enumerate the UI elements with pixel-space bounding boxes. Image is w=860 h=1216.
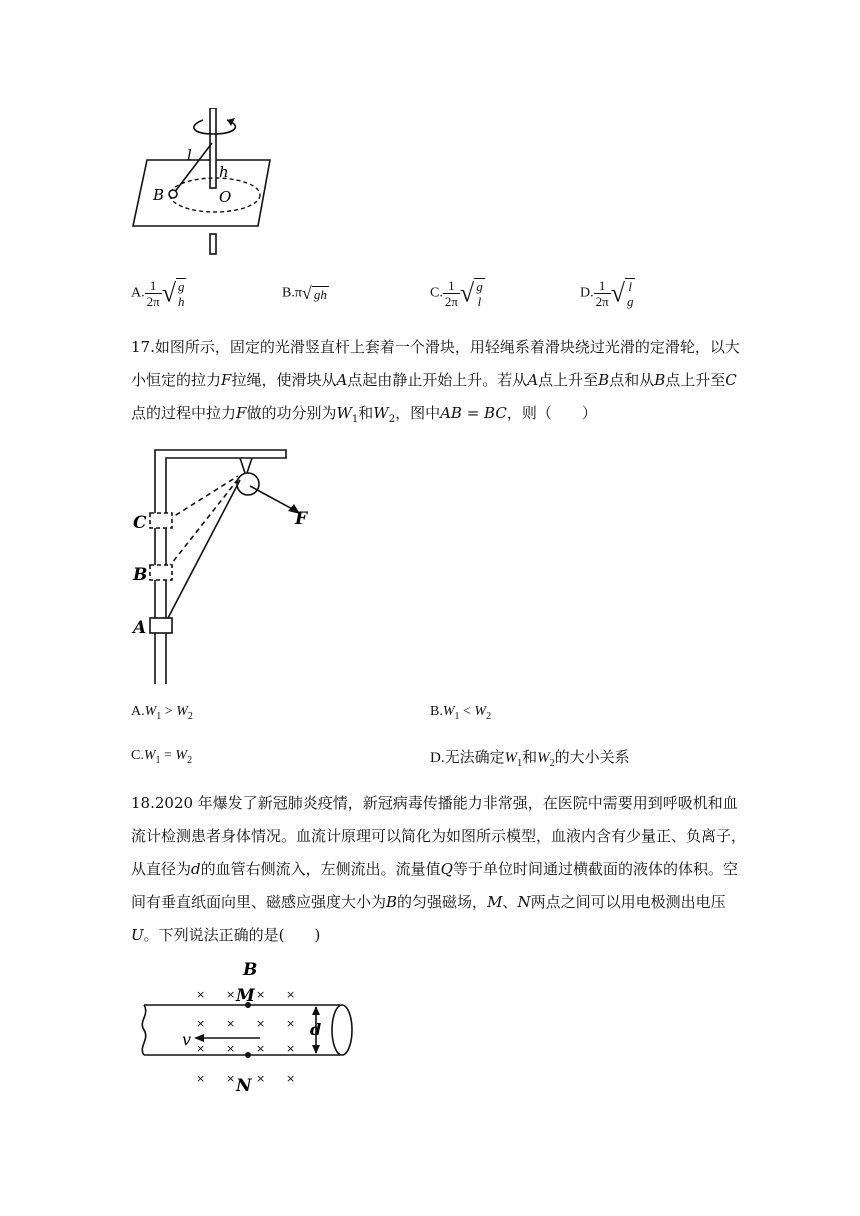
label-B: B bbox=[133, 565, 148, 585]
option-prefix: C. bbox=[430, 285, 443, 301]
symbol-W2: W bbox=[537, 750, 550, 766]
symbol-W1: W bbox=[143, 748, 156, 763]
symbol-W1: W bbox=[504, 750, 518, 766]
label-F: F bbox=[295, 509, 308, 529]
symbol-W2: W bbox=[373, 404, 389, 422]
symbol-W2: W bbox=[175, 748, 188, 763]
q16-option-b[interactable]: B.π√ gh bbox=[282, 283, 327, 303]
option-prefix: A. bbox=[131, 285, 145, 301]
rad-num: g bbox=[177, 279, 185, 294]
q17-question: 17.如图所示，固定的光滑竖直杆上套着一个滑块，用轻绳系着滑块绕过光滑的定滑轮，以大小恒定的拉力F拉绳，使滑块从A点起由静止开始上升。若从A点上升至B点和从B点上升至C点的过程中拉力F做的功分别为$W_1$和$W_2$，图中AB = BC，则（ ） bbox=[131, 338, 740, 425]
question-number: 18. bbox=[131, 794, 155, 812]
q17-option-c[interactable]: $C.W_1 = W_2$ bbox=[131, 748, 193, 766]
symbol-U: U bbox=[131, 926, 144, 944]
operator: < bbox=[459, 704, 475, 719]
pulley bbox=[237, 473, 259, 495]
q18-question bbox=[131, 787, 751, 952]
option-prefix: C. bbox=[131, 748, 144, 763]
option-prefix: A. bbox=[131, 704, 145, 719]
symbol-B: B bbox=[386, 893, 398, 911]
label-C: C bbox=[133, 513, 147, 533]
text: 等于单位时间通过横截面的液体的体积。空间有垂直纸面向里、磁感应强度大小为 bbox=[131, 860, 738, 911]
option-prefix: B. bbox=[282, 285, 295, 301]
symbol-F: F bbox=[221, 371, 232, 389]
rope-dashed-b bbox=[168, 478, 239, 568]
symbol-A: A bbox=[336, 371, 348, 389]
rad-den: h bbox=[177, 294, 185, 309]
cross: × bbox=[196, 988, 206, 1001]
electrode-N bbox=[245, 1052, 251, 1058]
text: 的大小关系 bbox=[554, 750, 630, 766]
label-A: A bbox=[133, 618, 147, 638]
string-l bbox=[174, 143, 212, 193]
text: 如图所示，固定的光滑竖直杆上套着一个滑块，用轻绳系着滑块绕过光滑的定滑轮，以大小恒定的拉力 bbox=[131, 338, 740, 389]
text: 的匀强磁场， bbox=[397, 893, 488, 911]
cross: × bbox=[256, 1017, 266, 1030]
symbol-N: N bbox=[517, 893, 531, 911]
ball-B bbox=[169, 190, 177, 198]
label-d: d bbox=[310, 1020, 322, 1039]
symbol-W1: W bbox=[144, 704, 157, 719]
option-prefix: D.无法确定 bbox=[430, 750, 505, 766]
text: 拉绳，使滑块从 bbox=[231, 371, 337, 389]
cross: × bbox=[226, 1042, 236, 1055]
figure-blood-flow-meter bbox=[130, 955, 370, 1100]
operator: = bbox=[160, 748, 176, 763]
label-B: B bbox=[153, 186, 165, 204]
text: 点和从 bbox=[609, 371, 655, 389]
slider-c bbox=[150, 513, 172, 528]
text: 、 bbox=[502, 893, 518, 911]
symbol-B: B bbox=[598, 371, 610, 389]
cross: × bbox=[196, 1017, 206, 1030]
text: 做的功分别为 bbox=[246, 404, 337, 422]
cross: × bbox=[226, 988, 236, 1001]
symbol-C: C bbox=[725, 371, 737, 389]
operator: > bbox=[161, 704, 177, 719]
q17-option-b[interactable]: $B.W_1 < W_2$ bbox=[430, 704, 492, 722]
cross: × bbox=[256, 1042, 266, 1055]
cross: × bbox=[286, 988, 296, 1001]
option-prefix: D. bbox=[580, 285, 594, 301]
text: 的血管右侧流入，左侧流出。流量值 bbox=[200, 860, 441, 878]
q17-option-d[interactable]: D.无法确定$W_1$和$W_2$的大小关系 bbox=[430, 750, 630, 769]
text: 和 bbox=[522, 750, 538, 766]
label-l: l bbox=[187, 146, 192, 164]
text: 点起由静止开始上升。若从 bbox=[347, 371, 528, 389]
slider-b bbox=[150, 565, 172, 580]
cross: × bbox=[196, 1042, 206, 1055]
text: 点上升至 bbox=[665, 371, 726, 389]
cross: × bbox=[256, 1072, 266, 1085]
rad-den: l bbox=[477, 294, 482, 309]
support-frame bbox=[155, 450, 286, 684]
option-prefix: B. bbox=[430, 704, 443, 719]
coef-num: 1 bbox=[594, 278, 611, 294]
coef-den: 2π bbox=[595, 294, 609, 309]
rope-dashed-c bbox=[168, 476, 238, 520]
rad-den: g bbox=[626, 294, 634, 309]
text: ，则（ ） bbox=[506, 404, 597, 422]
text: ，图中 bbox=[395, 404, 441, 422]
coef-den: 2π bbox=[146, 294, 160, 309]
cross: × bbox=[286, 1017, 296, 1030]
cross: × bbox=[226, 1072, 236, 1085]
symbol-A: A bbox=[527, 371, 539, 389]
symbol-W1: W bbox=[442, 704, 455, 719]
label-v: v bbox=[182, 1030, 192, 1049]
text: 点的过程中拉力 bbox=[131, 404, 237, 422]
cross: × bbox=[226, 1017, 236, 1030]
label-O: O bbox=[219, 188, 232, 206]
q17-option-a[interactable]: $A.W_1 > W_2$ bbox=[131, 704, 193, 722]
cross: × bbox=[196, 1072, 206, 1085]
vertical-rod bbox=[210, 108, 216, 188]
slider-a bbox=[150, 618, 172, 633]
label-B: B bbox=[243, 960, 258, 980]
text: 点上升至 bbox=[538, 371, 599, 389]
text: 和 bbox=[358, 404, 374, 422]
question-number: 17. bbox=[131, 338, 155, 356]
symbol-W1: W bbox=[336, 404, 352, 422]
rad-num: l bbox=[628, 279, 633, 294]
coef-den: 2π bbox=[444, 294, 458, 309]
symbol-M: M bbox=[487, 893, 503, 911]
cross: × bbox=[286, 1042, 296, 1055]
symbol-B: B bbox=[654, 371, 666, 389]
vertical-rod-lower bbox=[210, 234, 216, 254]
label-M: M bbox=[236, 986, 255, 1006]
cross: × bbox=[286, 1072, 296, 1085]
q16-option-d[interactable]: D. $\frac{1}{2\pi}$ √ l g bbox=[580, 278, 634, 309]
figure-conical-pendulum bbox=[125, 108, 285, 258]
force-arrow bbox=[250, 486, 296, 511]
vessel-right-end bbox=[332, 1005, 352, 1055]
symbol-W2: W bbox=[176, 704, 188, 719]
equation-ab-bc: AB = BC bbox=[440, 404, 507, 422]
symbol-d: d bbox=[191, 860, 201, 878]
coef: π bbox=[294, 285, 302, 301]
text: 两点之间可以用电极测出电压 bbox=[530, 893, 726, 911]
figure-pulley-slider bbox=[128, 448, 328, 688]
rad-num: g bbox=[476, 279, 483, 294]
symbol-W2: W bbox=[474, 704, 487, 719]
text: 2020 年爆发了新冠肺炎疫情，新冠病毒传播能力非常强，在医院中需要用到呼吸机和血流计检测患者身体情况。血流计原理可以简化为如图所示模型，血液内含有少量正、负离子，从直径为 bbox=[131, 794, 747, 878]
q16-option-c[interactable]: C. $\frac{1}{2\pi}$ √ g l bbox=[430, 278, 483, 309]
rope-solid bbox=[168, 480, 240, 618]
vessel-left-cut bbox=[142, 1005, 145, 1055]
coef-num: 1 bbox=[443, 278, 460, 294]
symbol-Q: Q bbox=[440, 860, 453, 878]
label-h: h bbox=[219, 163, 229, 181]
coef-num: 1 bbox=[145, 278, 162, 294]
q16-option-a[interactable]: A. $\frac{1}{2\pi}$ √ g h bbox=[131, 278, 185, 309]
label-N: N bbox=[236, 1076, 252, 1096]
symbol-F: F bbox=[236, 404, 247, 422]
text: 。下列说法正确的是( ) bbox=[143, 926, 321, 944]
rad: gh bbox=[313, 286, 327, 302]
cross: × bbox=[256, 988, 266, 1001]
